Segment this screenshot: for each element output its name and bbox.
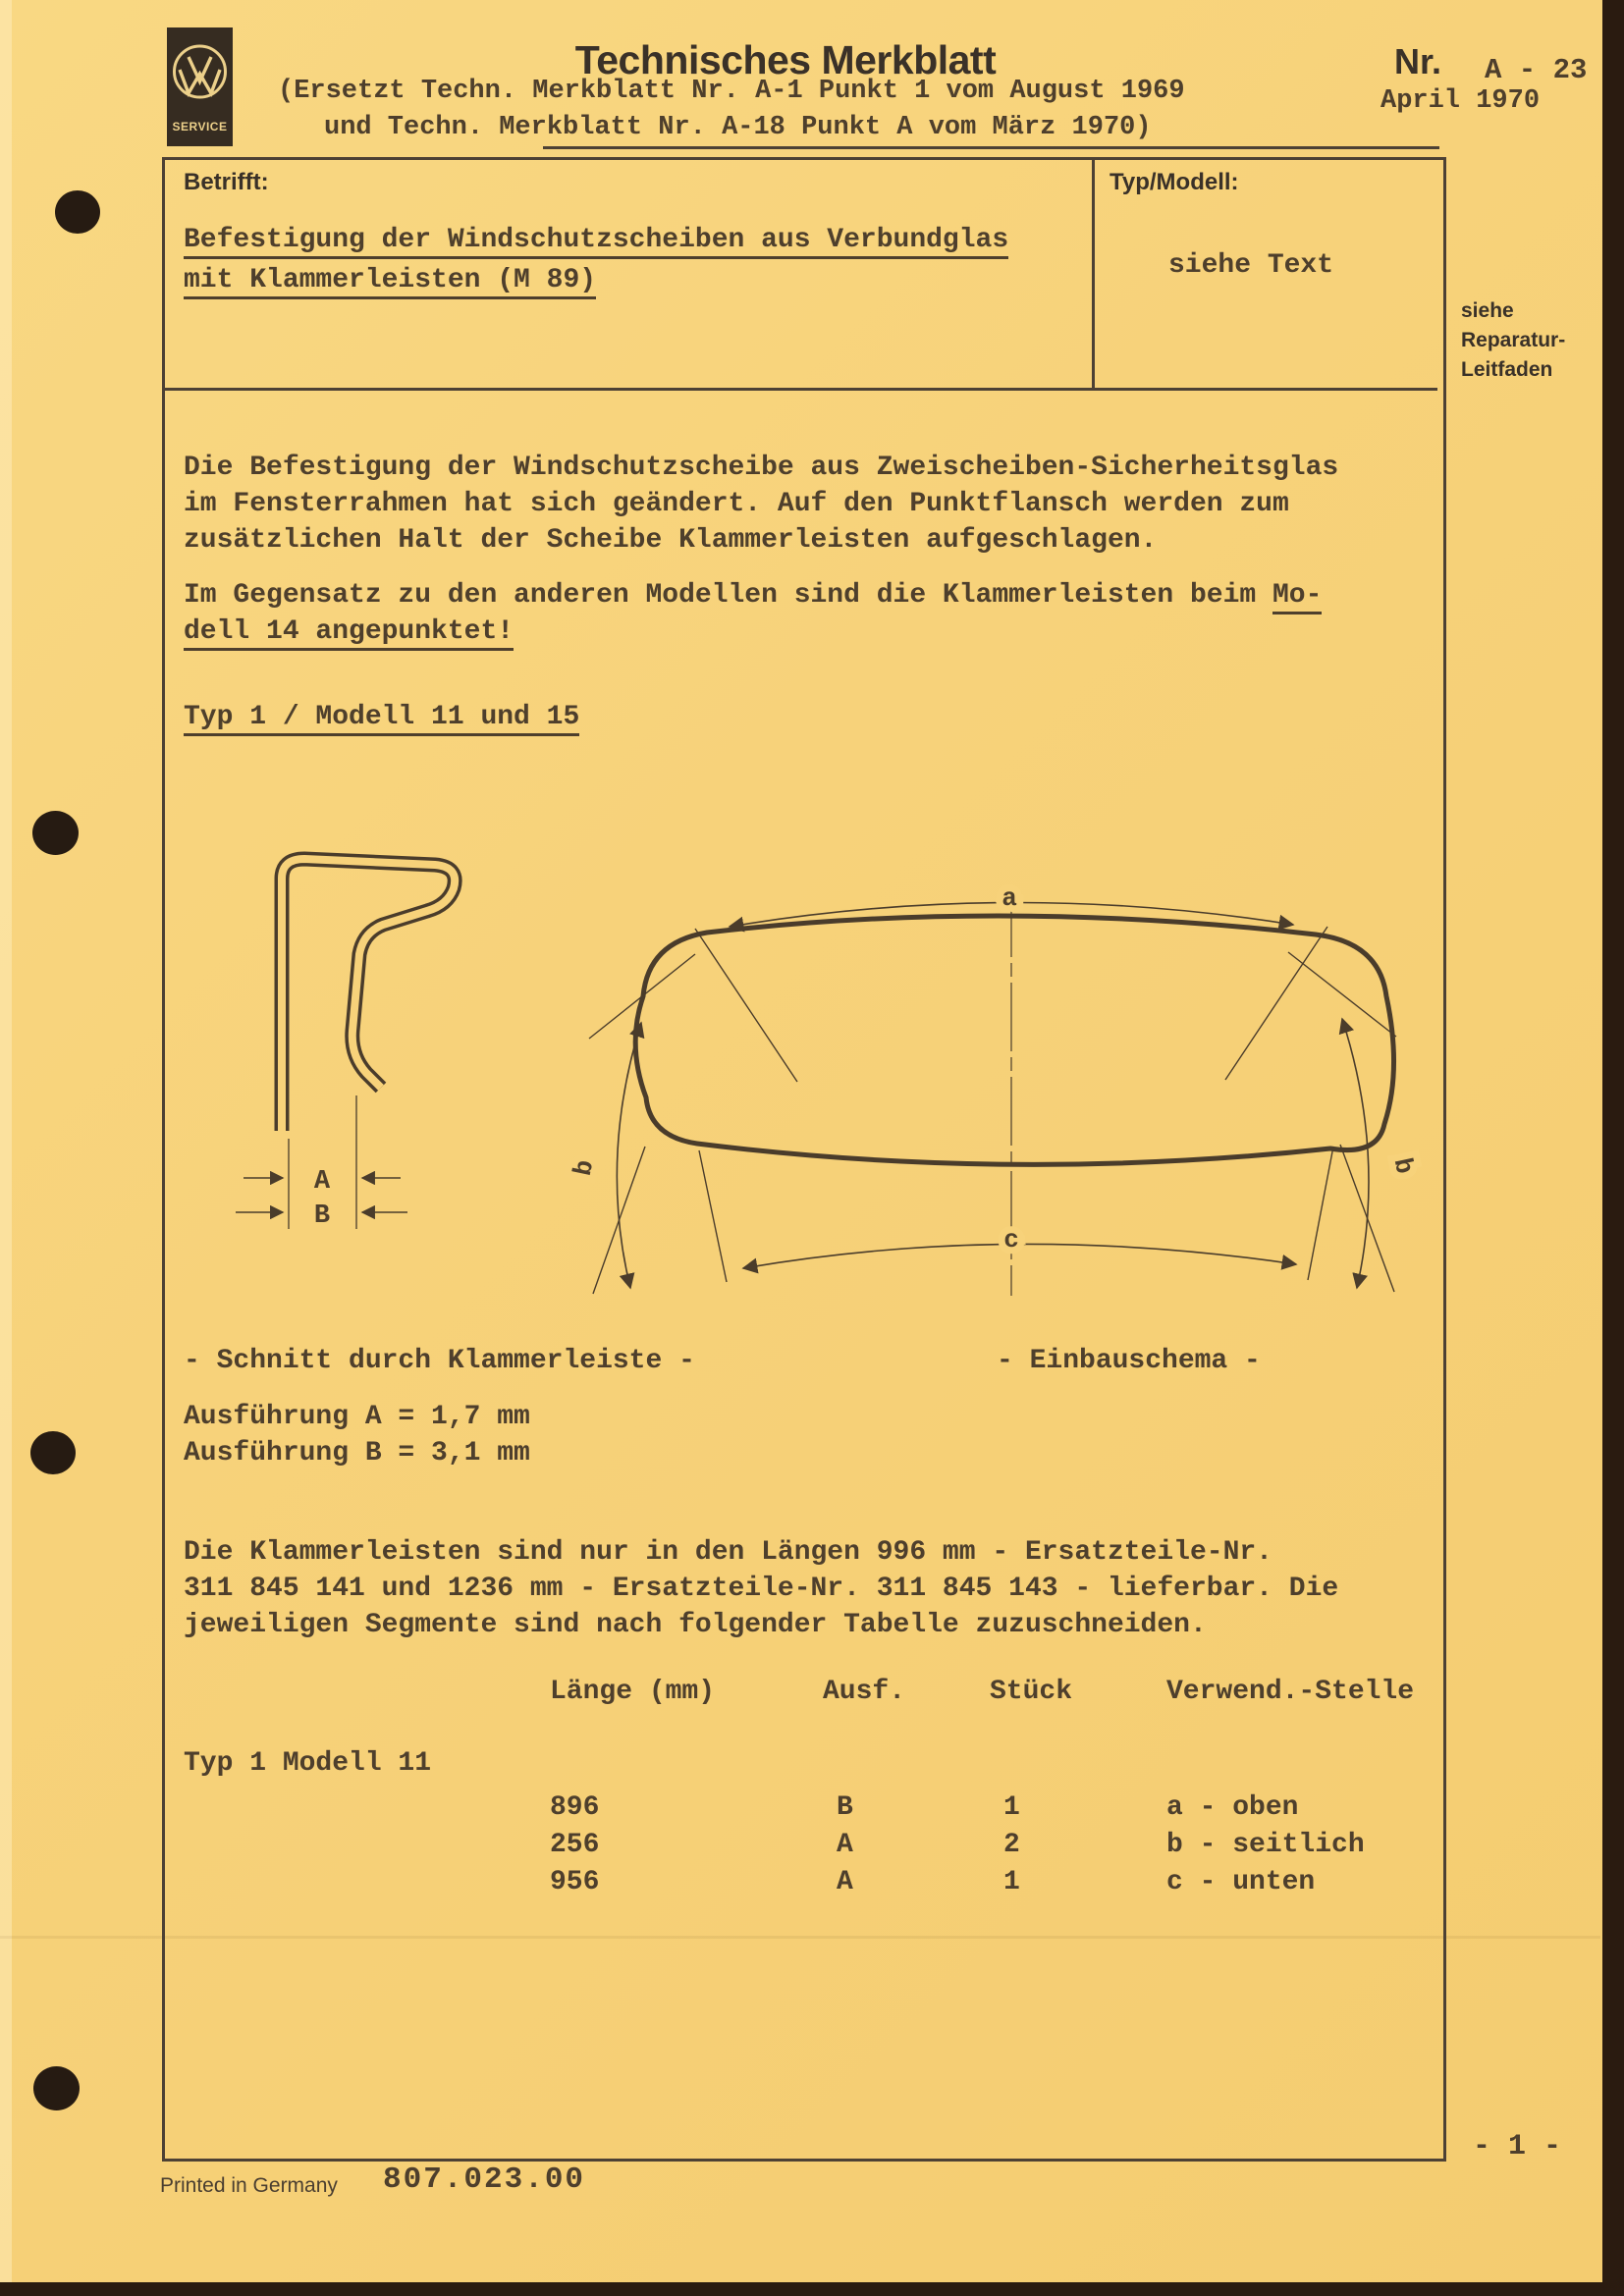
caption-left: - Schnitt durch Klammerleiste - bbox=[184, 1346, 695, 1376]
dim-label-b-left: b bbox=[568, 1157, 601, 1179]
printed-in-germany-label: Printed in Germany bbox=[160, 2174, 338, 2197]
scan-edge-bottom bbox=[0, 2282, 1624, 2296]
subtitle-line2 bbox=[324, 113, 1152, 142]
issue-date: April 1970 bbox=[1380, 86, 1541, 116]
dim-label-a: a bbox=[1001, 883, 1017, 913]
paragraph-1-line: im Fensterrahmen hat sich geändert. Auf den Punktflansch werden zum bbox=[184, 489, 1289, 519]
table-header-stueck: Stück bbox=[990, 1677, 1073, 1707]
dim-b-left-tick-bottom bbox=[593, 1147, 645, 1294]
subject-line2 bbox=[184, 262, 596, 298]
paragraph-1-line: zusätzlichen Halt der Scheibe Klammerleisten aufgeschlagen. bbox=[184, 525, 1158, 556]
clip-cross-section-diagram bbox=[226, 844, 550, 1276]
dim-b-left-tick-top bbox=[589, 954, 695, 1039]
clip-profile-outline bbox=[282, 859, 455, 1131]
nr-value: A - 23 bbox=[1485, 54, 1588, 86]
ausfuehrung-a: Ausführung A = 1,7 mm bbox=[184, 1402, 530, 1432]
betrifft-label: Betrifft: bbox=[184, 169, 269, 195]
cell-stueck: 2 bbox=[1003, 1830, 1020, 1860]
cell-stueck: 1 bbox=[1003, 1792, 1020, 1823]
subtitle-line1: (Ersetzt Techn. Merkblatt Nr. A-1 Punkt 1 vom August 1969 bbox=[278, 77, 1185, 106]
paragraph-2-line2-underlined: dell 14 angepunktet! bbox=[184, 616, 514, 651]
vw-service-logo bbox=[167, 27, 233, 146]
side-note bbox=[1461, 296, 1565, 385]
cell-verwend: b - seitlich bbox=[1166, 1830, 1365, 1860]
typ-modell-value: siehe Text bbox=[1168, 250, 1334, 281]
table-header-laenge: Länge (mm) bbox=[550, 1677, 716, 1707]
scan-edge-left bbox=[0, 0, 12, 2296]
side-note-line: Reparatur- bbox=[1461, 329, 1566, 351]
cell-ausf: B bbox=[837, 1792, 853, 1823]
scan-edge-right bbox=[1602, 0, 1624, 2296]
punch-hole bbox=[33, 2066, 80, 2110]
paragraph-2-line1-pre: Im Gegensatz zu den anderen Modellen sind die Klammerleisten beim bbox=[184, 580, 1272, 611]
paragraph-2-line1-underlined: Mo- bbox=[1272, 580, 1322, 614]
section-heading bbox=[184, 699, 579, 735]
dim-b-right-tick-bottom bbox=[1340, 1145, 1394, 1292]
table-header-verwend: Verwend.-Stelle bbox=[1166, 1677, 1415, 1707]
typ-modell-label: Typ/Modell: bbox=[1110, 169, 1239, 195]
paragraph-2-line1 bbox=[184, 577, 1322, 614]
paragraph-2-line2 bbox=[184, 614, 514, 650]
nr-label: Nr. bbox=[1394, 41, 1442, 81]
section-heading-text: Typ 1 / Modell 11 und 15 bbox=[184, 702, 579, 736]
paragraph-1-line: Die Befestigung der Windschutzscheibe aus Zweischeiben-Sicherheitsglas bbox=[184, 453, 1339, 483]
subject-line1-text: Befestigung der Windschutzscheiben aus Verbundglas bbox=[184, 225, 1008, 259]
cell-verwend: c - unten bbox=[1166, 1867, 1316, 1897]
subtitle-line2-underlined: Nr. A-18 Punkt A vom März 1970) bbox=[658, 113, 1152, 142]
punch-hole bbox=[30, 1431, 76, 1474]
subtitle-underline bbox=[543, 146, 1439, 149]
page-number: - 1 - bbox=[1473, 2130, 1562, 2163]
clip-profile-inner bbox=[282, 859, 455, 1131]
service-label: SERVICE bbox=[172, 120, 228, 133]
dim-label-c: c bbox=[1003, 1225, 1019, 1255]
cell-ausf: A bbox=[837, 1830, 853, 1860]
dim-b-right-arc bbox=[1342, 1019, 1369, 1288]
cell-ausf: A bbox=[837, 1867, 853, 1897]
cell-verwend: a - oben bbox=[1166, 1792, 1299, 1823]
paragraph-3-line: jeweiligen Segmente sind nach folgender Tabelle zuzuschneiden. bbox=[184, 1610, 1207, 1640]
paragraph-3-line: Die Klammerleisten sind nur in den Längen 996 mm - Ersatzteile-Nr. bbox=[184, 1537, 1272, 1568]
caption-right: - Einbauschema - bbox=[997, 1346, 1261, 1376]
subject-line2-text: mit Klammerleisten (M 89) bbox=[184, 265, 596, 299]
table-header-ausf: Ausf. bbox=[823, 1677, 906, 1707]
side-note-line: siehe bbox=[1461, 299, 1514, 322]
dim-label-b-right: b bbox=[1386, 1155, 1420, 1177]
cell-laenge: 256 bbox=[550, 1830, 600, 1860]
punch-hole bbox=[32, 811, 79, 855]
windshield-schematic-diagram bbox=[550, 844, 1434, 1335]
dim-b-right-tick-top bbox=[1288, 952, 1396, 1037]
dim-label-B: B bbox=[313, 1201, 331, 1231]
page-title: Technisches Merkblatt bbox=[574, 37, 997, 82]
cell-stueck: 1 bbox=[1003, 1867, 1020, 1897]
dim-c-arc bbox=[743, 1244, 1296, 1268]
print-code: 807.023.00 bbox=[383, 2163, 586, 2197]
windshield-outline bbox=[635, 916, 1393, 1164]
subject-line1 bbox=[184, 222, 1008, 258]
dim-a-extension-left bbox=[695, 929, 797, 1082]
cell-laenge: 896 bbox=[550, 1792, 600, 1823]
dim-c-extension-right bbox=[1308, 1147, 1333, 1280]
dim-label-A: A bbox=[313, 1167, 331, 1197]
punch-hole bbox=[55, 190, 100, 234]
paragraph-3-line: 311 845 141 und 1236 mm - Ersatzteile-Nr. 311 845 143 - lieferbar. Die bbox=[184, 1574, 1339, 1604]
ausfuehrung-b: Ausführung B = 3,1 mm bbox=[184, 1438, 530, 1468]
header-box-divider bbox=[165, 388, 1437, 391]
table-group-label: Typ 1 Modell 11 bbox=[184, 1748, 432, 1779]
dim-c-extension-left bbox=[699, 1150, 727, 1282]
dim-a-extension-right bbox=[1225, 927, 1327, 1080]
cell-laenge: 956 bbox=[550, 1867, 600, 1897]
typ-modell-divider bbox=[1092, 160, 1095, 388]
side-note-line: Leitfaden bbox=[1461, 358, 1553, 381]
subtitle-line2-pre: und Techn. Merkblatt bbox=[324, 113, 659, 142]
